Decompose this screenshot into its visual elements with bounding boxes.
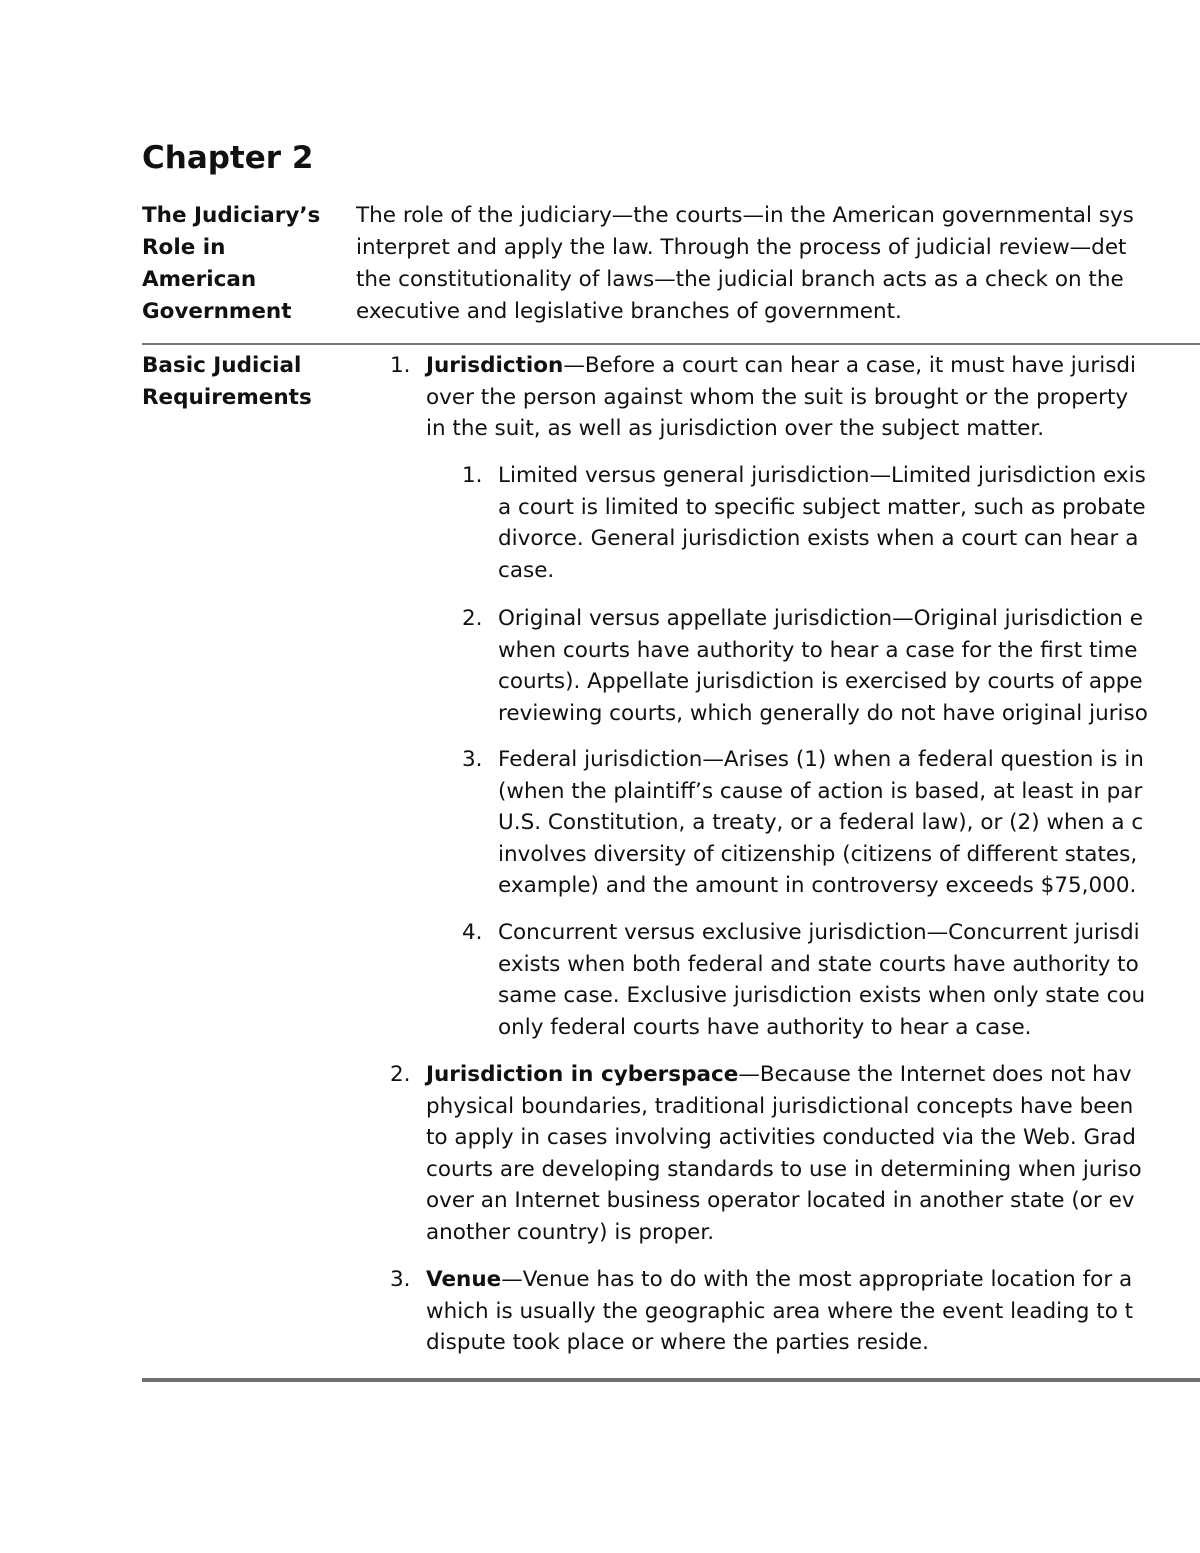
term-jurisdiction: Jurisdiction — [426, 353, 564, 378]
sublist-line: Limited versus general jurisdiction—Limited jurisdiction exis — [498, 463, 1146, 488]
sublist-item-text — [498, 460, 1146, 586]
body-line: executive and legislative branches of government. — [356, 299, 902, 324]
first-line-rest: —Before a court can hear a case, it must have jurisdi — [563, 353, 1137, 378]
sublist-line: involves diversity of citizenship (citizens of different states, — [498, 841, 1138, 867]
sublist-line: divorce. General jurisdiction exists when a court can hear a — [498, 526, 1139, 551]
section-body — [356, 200, 1134, 328]
list-number: 3. — [390, 1267, 411, 1292]
term-cyberspace: Jurisdiction in cyberspace — [426, 1062, 739, 1087]
list-item-line: dispute took place or where the parties reside. — [426, 1330, 929, 1355]
sublist-number: 3. — [462, 747, 483, 772]
sublist-line: exists when both federal and state courts have authority to — [498, 951, 1139, 977]
label-line: American — [142, 267, 257, 292]
sublist-item-text — [498, 744, 1144, 902]
sublist-item-text — [498, 917, 1145, 1043]
sublist-line: reviewing courts, which generally do not have original juriso — [498, 700, 1148, 726]
body-line: The role of the judiciary—the courts—in the American governmental sys — [356, 203, 1134, 228]
label-line: Government — [142, 299, 292, 324]
list-item-line: which is usually the geographic area where the event leading to t — [426, 1298, 1134, 1324]
term-venue: Venue — [426, 1267, 502, 1292]
section-divider — [142, 343, 1200, 345]
sublist-line: (when the plaintiff’s cause of action is based, at least in par — [498, 778, 1143, 804]
label-line: The Judiciary’s — [142, 203, 321, 228]
list-item-line: physical boundaries, traditional jurisdictional concepts have been — [426, 1093, 1134, 1119]
sublist-line: Concurrent versus exclusive jurisdiction—Concurrent jurisdi — [498, 920, 1140, 945]
body-line: interpret and apply the law. Through the process of judicial review—det — [356, 235, 1127, 260]
list-number: 1. — [390, 353, 411, 378]
list-item-first-line — [426, 1059, 1142, 1091]
first-line-rest: —Venue has to do with the most appropriate location for a — [501, 1267, 1133, 1292]
sublist-line: when courts have authority to hear a case for the first time — [498, 637, 1138, 663]
body-line: the constitutionality of laws—the judicial branch acts as a check on the — [356, 267, 1124, 292]
list-item-line: in the suit, as well as jurisdiction over the subject matter. — [426, 416, 1045, 441]
sublist-number: 4. — [462, 920, 483, 945]
list-item-text — [426, 1264, 1133, 1359]
sublist-number: 1. — [462, 463, 483, 488]
section-label — [142, 200, 342, 328]
sublist-number: 2. — [462, 606, 483, 631]
list-item-text — [426, 350, 1136, 445]
sublist-line: U.S. Constitution, a treaty, or a federal law), or (2) when a c — [498, 810, 1144, 835]
list-item-line: courts are developing standards to use in determining when juriso — [426, 1156, 1142, 1182]
label-line: Requirements — [142, 385, 312, 410]
list-item-first-line — [426, 350, 1136, 382]
label-line: Role in — [142, 235, 226, 260]
table-bottom-rule — [142, 1378, 1200, 1382]
list-item-first-line — [426, 1264, 1133, 1296]
sublist-line: courts). Appellate jurisdiction is exercised by courts of appe — [498, 669, 1143, 694]
list-item-line: over an Internet business operator located in another state (or ev — [426, 1188, 1135, 1213]
sublist-line: same case. Exclusive jurisdiction exists when only state cou — [498, 983, 1146, 1008]
list-item-text — [426, 1059, 1142, 1248]
list-item-line: over the person against whom the suit is brought or the property — [426, 384, 1129, 410]
sublist-line: Federal jurisdiction—Arises (1) when a federal question is in — [498, 747, 1144, 772]
list-item-line: another country) is proper. — [426, 1219, 715, 1245]
sublist-item-text — [498, 603, 1148, 729]
first-line-rest: —Because the Internet does not hav — [738, 1062, 1132, 1087]
sublist-line: only federal courts have authority to hear a case. — [498, 1014, 1032, 1040]
list-item-line: to apply in cases involving activities conducted via the Web. Grad — [426, 1125, 1136, 1150]
label-line: Basic Judicial — [142, 353, 302, 378]
list-number: 2. — [390, 1062, 411, 1087]
sublist-line: a court is limited to specific subject matter, such as probate — [498, 494, 1146, 520]
section-label — [142, 350, 342, 414]
sublist-line: example) and the amount in controversy exceeds $75,000. — [498, 873, 1137, 898]
chapter-title: Chapter 2 — [142, 140, 314, 176]
sublist-line: Original versus appellate jurisdiction—Original jurisdiction e — [498, 606, 1143, 631]
sublist-line: case. — [498, 557, 555, 583]
